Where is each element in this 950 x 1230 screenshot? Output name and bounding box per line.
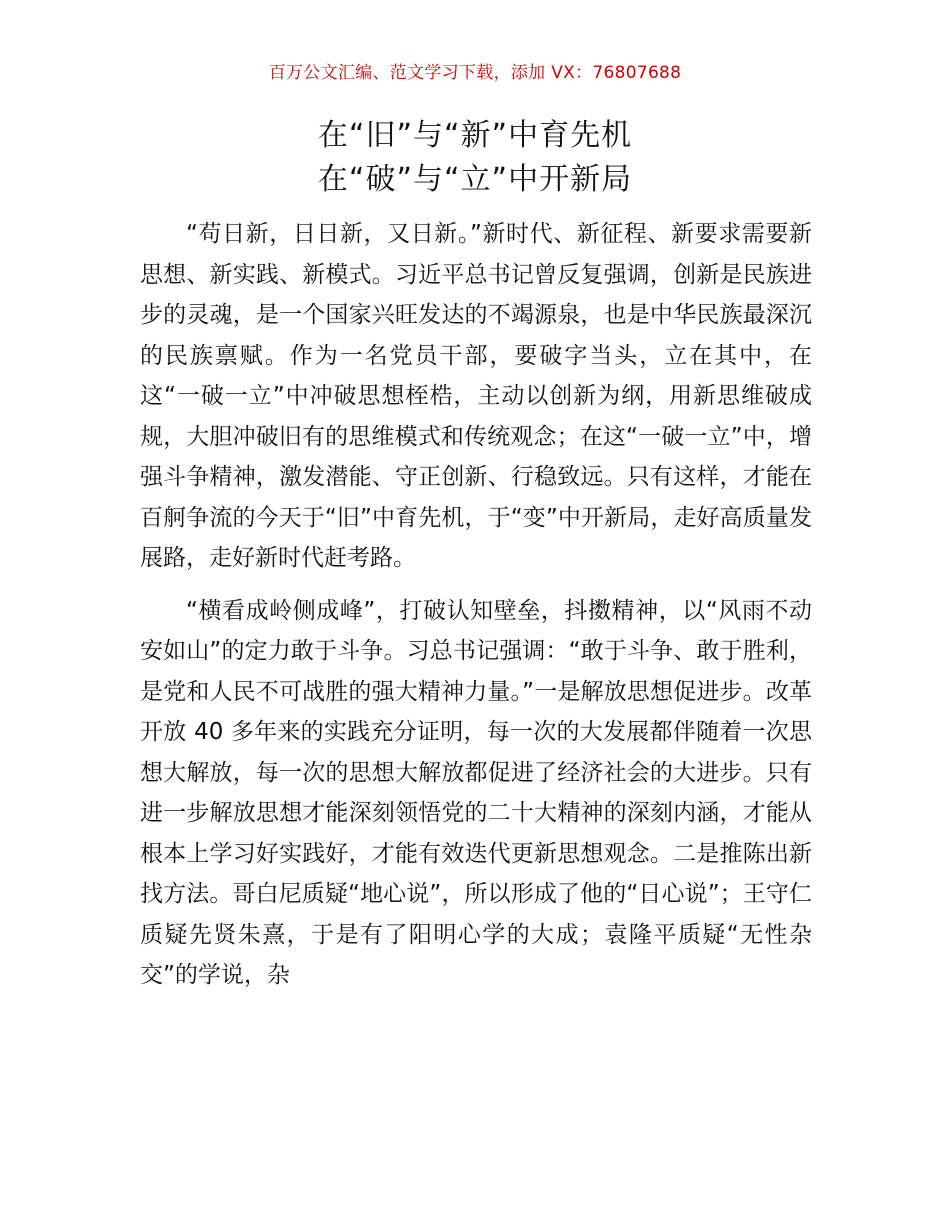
header-note: 百万公文汇编、范文学习下载，添加 VX：76807688 bbox=[268, 63, 682, 83]
title-line-1: 在“旧”与“新”中育先机 bbox=[317, 118, 633, 153]
title-line-2: 在“破”与“立”中开新局 bbox=[317, 162, 633, 197]
paragraph-1: “苟日新，日日新，又日新。”新时代、新征程、新要求需要新思想、新实践、新模式。习近平总书记曾反复强调，创新是民族进步的灵魂，是一个国家兴旺发达的不竭源泉，也是中华民族最深沉的民族禀赋。作为一名党员干部，要破字当头，立在其中，在这“一破一立”中冲破思想桎梏，主动以创新为纲，用新思维破成规，大胆冲破旧有的思维模式和传统观念；在这“一破一立”中，增强斗争精神，激发潜能、守正创新、行稳致远。只有这样，才能在百舸争流的今天于“旧”中育先机，于“变”中开新局，走好高质量发展路，走好新时代赶考路。 bbox=[140, 221, 812, 571]
title-block bbox=[0, 114, 950, 202]
paragraph-2: “横看成岭侧成峰”，打破认知壁垒，抖擞精神，以“风雨不动安如山”的定力敢于斗争。习总书记强调：“敢于斗争、敢于胜利，是党和人民不可战胜的强大精神力量。”一是解放思想促进步。改革开放 40 多年来的实践充分证明，每一次的大发展都伴随着一次思想大解放，每一次的思想大解放都促进了经济社会的大进步。只有进一步解放思想才能深刻领悟党的二十大精神的深刻内涵，才能从根本上学习好实践好，才能有效迭代更新思想观念。二是推陈出新找方法。哥白尼质疑“地心说”，所以形成了他的“日心说”；王守仁质疑先贤朱熹，于是有了阳明心学的大成；袁隆平质疑“无性杂交”的学说，杂 bbox=[140, 597, 812, 988]
body-text bbox=[140, 214, 812, 996]
